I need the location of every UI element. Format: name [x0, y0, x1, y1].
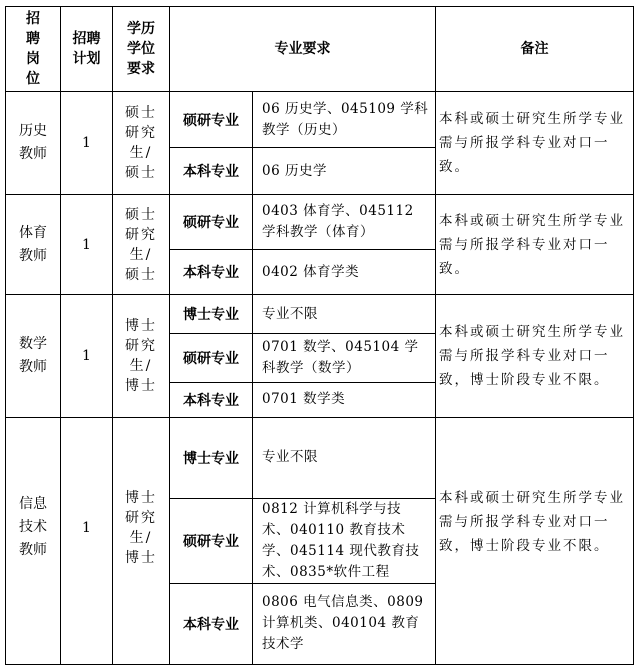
- major-requirement: 0701 数学、045104 学科教学（数学）: [253, 334, 436, 382]
- position-cell: 历史教师: [6, 92, 61, 195]
- major-requirement: 0806 电气信息类、0809 计算机类、040104 教育技术学: [253, 583, 436, 664]
- major-requirement: 06 历史学: [253, 148, 436, 195]
- table-row: [6, 295, 634, 334]
- plan-cell: 1: [61, 92, 113, 195]
- major-level: 本科专业: [170, 583, 253, 664]
- major-requirement: 0402 体育学类: [253, 250, 436, 295]
- major-level: 硕研专业: [170, 334, 253, 382]
- major-level: 本科专业: [170, 250, 253, 295]
- major-requirement: 0701 数学类: [253, 382, 436, 417]
- major-level: 本科专业: [170, 148, 253, 195]
- position-cell: 数学教师: [6, 295, 61, 417]
- major-level: 硕研专业: [170, 195, 253, 250]
- degree-cell: 硕士研究生/硕士: [113, 92, 170, 195]
- major-level: 硕研专业: [170, 498, 253, 583]
- remark-cell: 本科或硕士研究生所学专业需与所报学科专业对口一致。: [436, 195, 634, 295]
- major-level: 硕研专业: [170, 92, 253, 148]
- remark-cell: 本科或硕士研究生所学专业需与所报学科专业对口一致，博士阶段专业不限。: [436, 295, 634, 417]
- major-level: 博士专业: [170, 417, 253, 498]
- header-plan: 招聘计划: [61, 7, 113, 92]
- plan-cell: 1: [61, 295, 113, 417]
- position-cell: 信息技术教师: [6, 417, 61, 664]
- table-row: [6, 195, 634, 250]
- table-row: [6, 417, 634, 498]
- major-requirement: 0812 计算机科学与技术、040110 教育技术学、045114 现代教育技术、0835*软件工程: [253, 498, 436, 583]
- position-cell: 体育教师: [6, 195, 61, 295]
- recruitment-table: [5, 6, 634, 665]
- header-position: 招聘岗位: [6, 7, 61, 92]
- header-degree: 学历学位要求: [113, 7, 170, 92]
- major-level: 博士专业: [170, 295, 253, 334]
- degree-cell: 硕士研究生/硕士: [113, 195, 170, 295]
- degree-cell: 博士研究生/博士: [113, 295, 170, 417]
- major-requirement: 专业不限: [253, 417, 436, 498]
- major-requirement: 06 历史学、045109 学科教学（历史）: [253, 92, 436, 148]
- table-row: [6, 92, 634, 148]
- header-row: [6, 7, 634, 92]
- major-requirement: 专业不限: [253, 295, 436, 334]
- header-major: 专业要求: [170, 7, 436, 92]
- plan-cell: 1: [61, 417, 113, 664]
- plan-cell: 1: [61, 195, 113, 295]
- major-requirement: 0403 体育学、045112 学科教学（体育）: [253, 195, 436, 250]
- remark-cell: 本科或硕士研究生所学专业需与所报学科专业对口一致。: [436, 92, 634, 195]
- degree-cell: 博士研究生/博士: [113, 417, 170, 664]
- major-level: 本科专业: [170, 382, 253, 417]
- remark-cell: 本科或硕士研究生所学专业需与所报学科专业对口一致，博士阶段专业不限。: [436, 417, 634, 664]
- header-remark: 备注: [436, 7, 634, 92]
